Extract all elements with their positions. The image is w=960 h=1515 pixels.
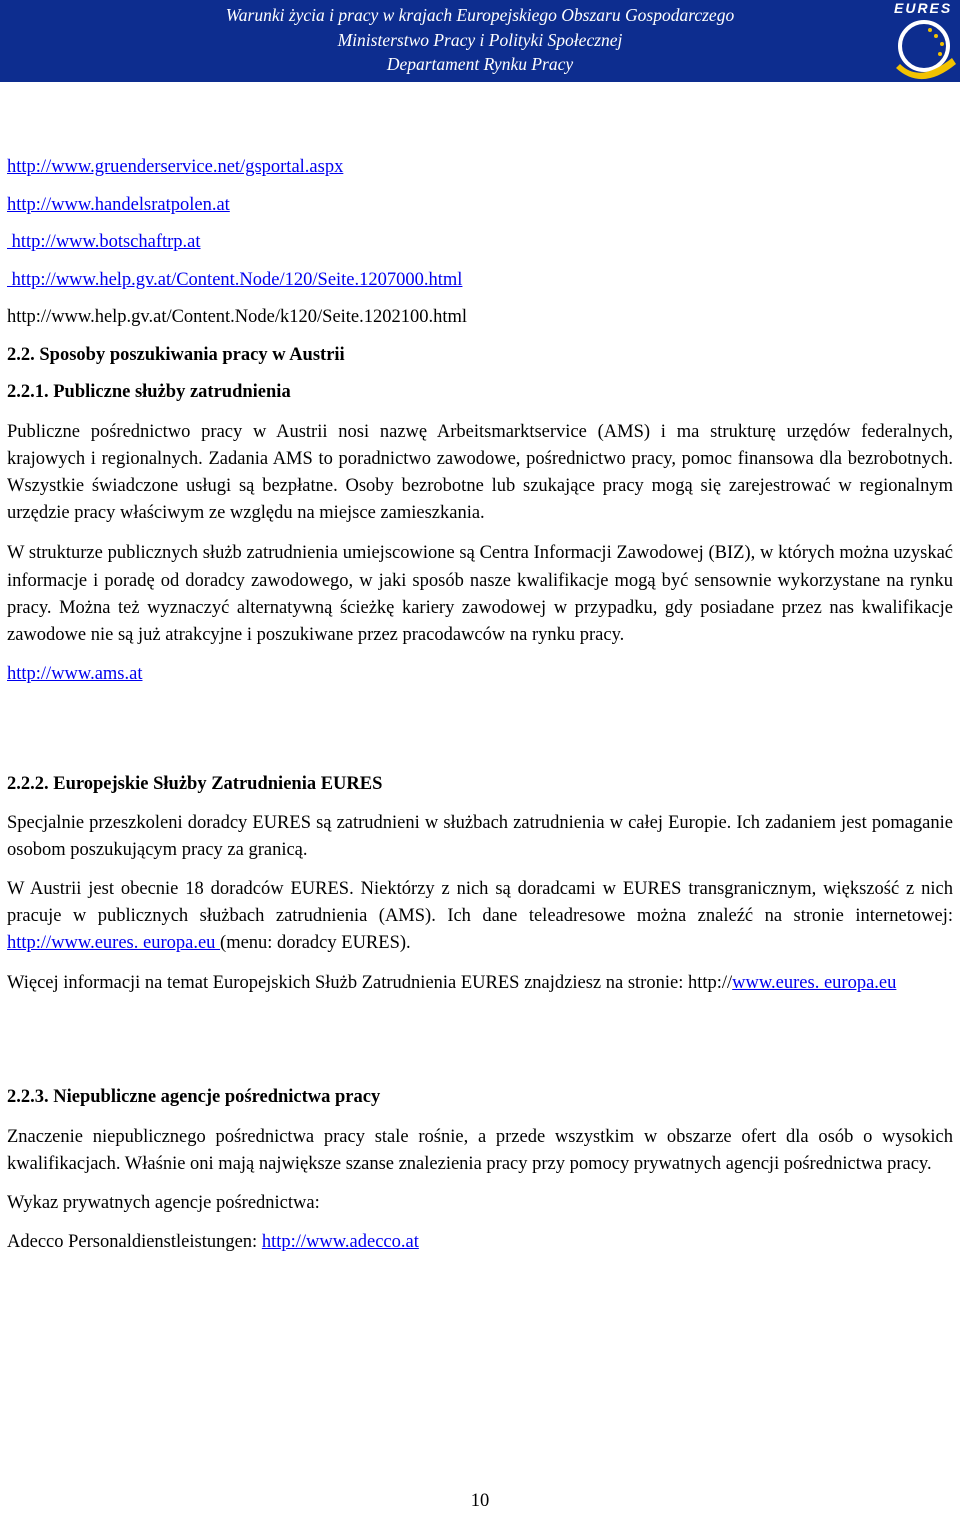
agency-adecco-name: Adecco Personaldienstleistungen: [7,1231,262,1252]
eures-logo [890,0,960,82]
eures-logo-text: EURES [894,0,953,16]
header-banner [0,0,960,82]
paragraph-ams-intro: Publiczne pośrednictwo pracy w Austrii nosi nazwę Arbeitsmarktservice (AMS) i ma strukturę urzędów federalnych, krajowych i regionalnych. Zadania AMS to poradnictwo zawodowe, pośrednictwo pracy, pomoc finansowa dla bezrobotnych. Wszystkie świadczone usługi są bezpłatne. Osoby bezrobotne lub szukające pracy mogą się zarejestrować w regionalnym urzędzie pracy właściwym ze względu na miejsce zamieszkania. [7,421,953,524]
link-botschaftrp[interactable]: http://www.botschaftrp.at [7,232,201,252]
document-body [7,154,953,1256]
header-line-2: Ministerstwo Pracy i Polityki Społecznej [337,29,623,50]
agency-adecco [7,1229,953,1257]
paragraph-eures-more-text: Więcej informacji na temat Europejskich Służb Zatrudnienia EURES znajdziesz na stronie: http:// [7,972,733,993]
link-handelsratpolen[interactable]: http://www.handelsratpolen.at [7,194,230,215]
paragraph-eures-austria [7,876,953,958]
section-title-2-2-2: 2.2.2. Europejskie Służby Zatrudnienia EURES [7,773,383,794]
section-title-2-2-3: 2.2.3. Niepubliczne agencje pośrednictwa pracy [7,1086,381,1107]
header-line-1: Warunki życia i pracy w krajach Europejskiego Obszaru Gospodarczego [225,5,735,25]
url-help-gv-1202100: http://www.help.gv.at/Content.Node/k120/Seite.1202100.html [7,307,468,327]
paragraph-eures-austria-menu: (menu: doradcy EURES). [220,933,411,954]
header-line-3: Departament Rynku Pracy [386,54,574,74]
link-gruenderservice[interactable]: http://www.gruenderservice.net/gsportal.aspx [7,157,344,177]
eures-emblem-icon [890,14,960,82]
link-eures-1[interactable]: http://www.eures. europa.eu [7,933,221,954]
link-adecco[interactable]: http://www.adecco.at [261,1231,419,1252]
paragraph-eures-austria-text: W Austrii jest obecnie 18 doradców EURES. Niektórzy z nich są doradcami w EURES transgranicznym, większość z nich pracuje w publicznych służbach zatrudnienia (AMS). Ich dane teleadresowe można znaleźć na stronie internetowej: [7,879,953,927]
link-ams[interactable]: http://www.ams.at [7,664,143,685]
paragraph-eures-intro: Specjalnie przeszkoleni doradcy EURES są zatrudnieni w służbach zatrudnienia w całej Europie. Ich zadaniem jest pomaganie osobom poszukującym pracy za granicą. [7,812,953,860]
page-number: 10 [470,1491,490,1511]
section-title-2-2-1: 2.2.1. Publiczne służby zatrudnienia [7,381,291,402]
private-agencies-list-label: Wykaz prywatnych agencje pośrednictwa: [7,1193,320,1214]
section-title-2-2: 2.2. Sposoby poszukiwania pracy w Austrii [7,344,345,365]
paragraph-eures-more [7,970,953,997]
header-text [0,3,960,77]
link-eures-2[interactable]: www.eures. europa.eu [732,972,897,993]
paragraph-biz: W strukturze publicznych służb zatrudnienia umiejscowione są Centra Informacji Zawodowej (BIZ), w których można uzyskać informacje i poradę od doradcy zawodowego, w jaki sposób nasze kwalifikacje mogą być sensownie wykorzystane na rynku pracy. Można też wyznaczyć alternatywną ścieżkę kariery zawodowej w przypadku, gdy posiadane przez nas kwalifikacje zawodowe nie są już atrakcyjne i poszukiwane przez pracodawców na rynku pracy. [7,543,953,645]
link-help-gv-1207000[interactable]: http://www.help.gv.at/Content.Node/120/Seite.1207000.html [7,269,463,290]
paragraph-private-agencies: Znaczenie niepublicznego pośrednictwa pracy stale rośnie, a przede wszystkim w obszarze ofert dla osób o wysokich kwalifikacjach. Właśnie oni mają największe szanse znalezienia pracy przy pomocy prywatnych agencji pośrednictwa pracy. [7,1126,953,1175]
